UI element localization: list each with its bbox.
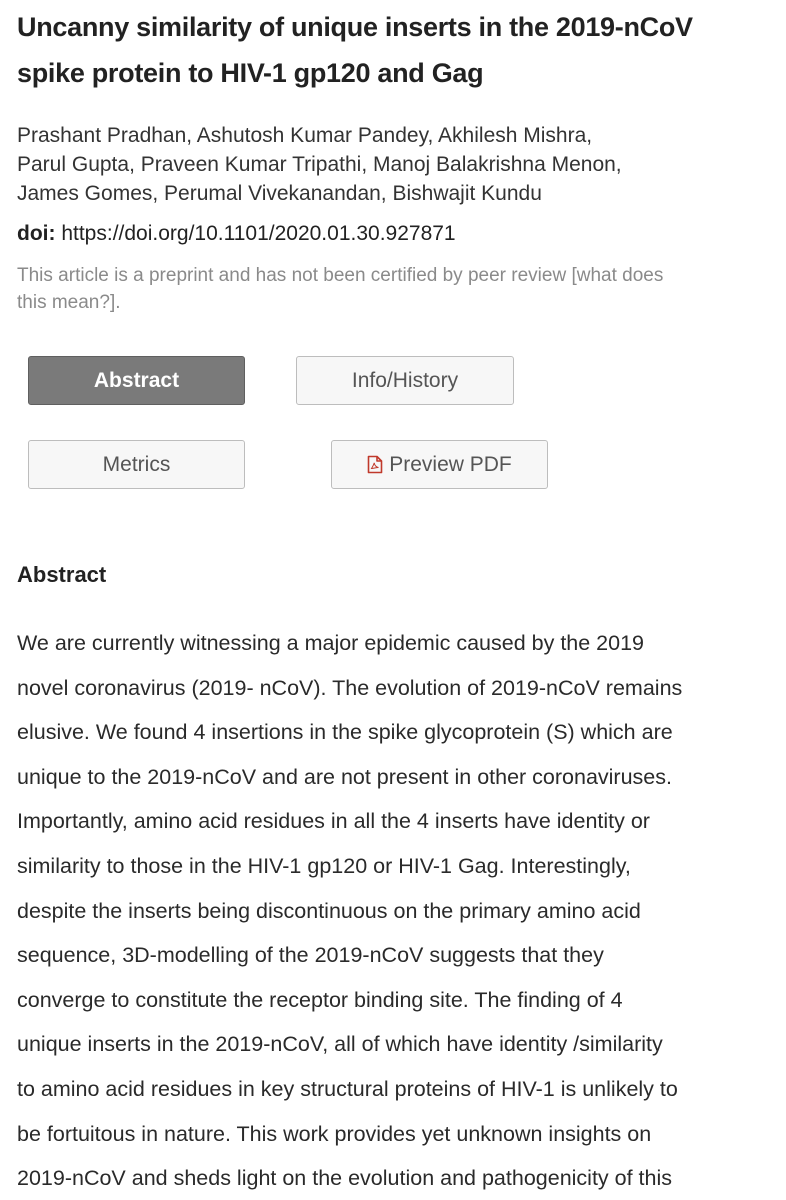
abstract-line: sequence, 3D-modelling of the 2019-nCoV suggests that they (17, 943, 604, 968)
file-pdf-icon (367, 455, 383, 474)
author-line: Prashant Pradhan, Ashutosh Kumar Pandey, Akhilesh Mishra, (17, 124, 593, 147)
abstract-line: unique inserts in the 2019-nCoV, all of which have identity /similarity (17, 1032, 663, 1057)
abstract-line: We are currently witnessing a major epidemic caused by the 2019 (17, 631, 645, 655)
tab-abstract-label: Abstract (93, 368, 180, 392)
preprint-notice (17, 262, 769, 316)
abstract-line: to amino acid residues in key structural proteins of HIV-1 is unlikely to (17, 1076, 678, 1101)
tab-info-history-label: Info/History (351, 368, 459, 392)
abstract-line: be fortuitous in nature. This work provides yet unknown insights on (17, 1121, 652, 1146)
doi-link[interactable]: https://doi.org/10.1101/2020.01.30.927871 (61, 222, 456, 245)
tab-metrics-label: Metrics (102, 452, 171, 476)
tab-metrics[interactable] (28, 440, 245, 489)
article-title-line: spike protein to HIV-1 gp120 and Gag (17, 58, 484, 88)
abstract-text (17, 621, 769, 1200)
abstract-heading: Abstract (17, 562, 107, 587)
tab-info-history[interactable] (296, 356, 514, 405)
article-title (17, 4, 769, 96)
abstract-line: Importantly, amino acid residues in all the 4 inserts have identity or (17, 809, 650, 834)
abstract-line: novel coronavirus (2019- nCoV). The evolution of 2019-nCoV remains (17, 675, 683, 700)
doi-row (17, 219, 456, 248)
abstract-line: elusive. We found 4 insertions in the spike glycoprotein (S) which are (17, 720, 673, 745)
preview-pdf-button[interactable] (331, 440, 548, 489)
author-line: James Gomes, Perumal Vivekanandan, Bishwajit Kundu (17, 182, 542, 205)
article-title-line: Uncanny similarity of unique inserts in the 2019-nCoV (17, 12, 693, 42)
author-line: Parul Gupta, Praveen Kumar Tripathi, Manoj Balakrishna Menon, (17, 153, 622, 176)
preprint-notice-line: This article is a preprint and has not been certified by peer review [what does (17, 265, 664, 286)
abstract-line: converge to constitute the receptor binding site. The finding of 4 (17, 987, 623, 1012)
abstract-line: despite the inserts being discontinuous on the primary amino acid (17, 898, 641, 923)
preview-pdf-label: Preview PDF (389, 452, 512, 476)
preprint-notice-line: this mean?]. (17, 292, 121, 313)
abstract-line: unique to the 2019-nCoV and are not present in other coronaviruses. (17, 764, 672, 789)
doi-label: doi: (17, 222, 56, 245)
abstract-line: 2019-nCoV and sheds light on the evolution and pathogenicity of this (17, 1166, 673, 1191)
author-list (17, 121, 769, 208)
abstract-line: similarity to those in the HIV-1 gp120 or HIV-1 Gag. Interestingly, (17, 853, 631, 878)
tab-abstract[interactable] (28, 356, 245, 405)
